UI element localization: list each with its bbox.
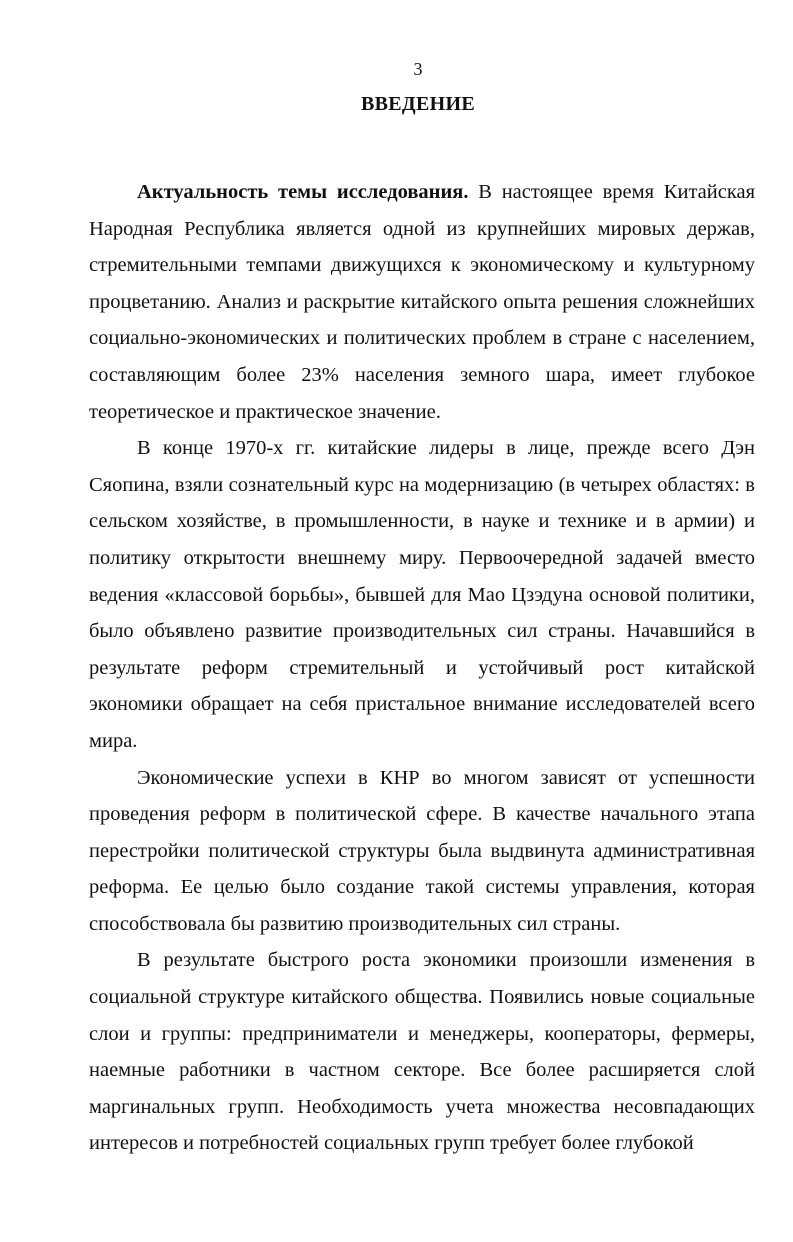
paragraph-social-structure: В результате быстрого роста экономики произошли изменения в социальной структуре китайского общества. Появились новые социальные слои и группы: предприниматели и менеджеры, кооператоры, фермеры, наемные работники в частном секторе. Все более расширяется слой маргинальных групп. Необходимость учета множества несовпадающих интересов и потребностей социальных групп требует более глубокой [89,949,755,1155]
paragraph-economic-success: Экономические успехи в КНР во многом зависят от успешности проведения реформ в политической сфере. В качестве начального этапа перестройки политической структуры была выдвинута административная реформа. Ее целью было создание такой системы управления, которая способствовала бы развитию производительных сил страны. [89,766,755,935]
page-title: ВВЕДЕНИЕ [361,93,475,115]
body-text [89,174,755,1162]
paragraph-lead: Актуальность темы исследования. [137,181,469,203]
page-number: 3 [413,59,423,79]
paragraph-relevance [89,174,755,430]
paragraph-modernization: В конце 1970-х гг. китайские лидеры в лице, прежде всего Дэн Сяопина, взяли сознательный курс на модернизацию (в четырех областях: в сельском хозяйстве, в промышленности, в науке и технике и в армии) и политику открытости внешнему миру. Первоочередной задачей вместо ведения «классовой борьбы», бывшей для Мао Цзэдуна основой политики, было объявлено развитие производительных сил страны. Начавшийся в результате реформ стремительный и устойчивый рост китайской экономики обращает на себя пристальное внимание исследователей всего мира. [89,437,755,752]
paragraph-text: В настоящее время Китайская Народная Республика является одной из крупнейших мировых держав, стремительными темпами движущихся к экономическому и культурному процветанию. Анализ и раскрытие китайского опыта решения сложнейших социально-экономических и политических проблем в стране с населением, составляющим более 23% населения земного шара, имеет глубокое теоретическое и практическое значение. [89,181,755,423]
